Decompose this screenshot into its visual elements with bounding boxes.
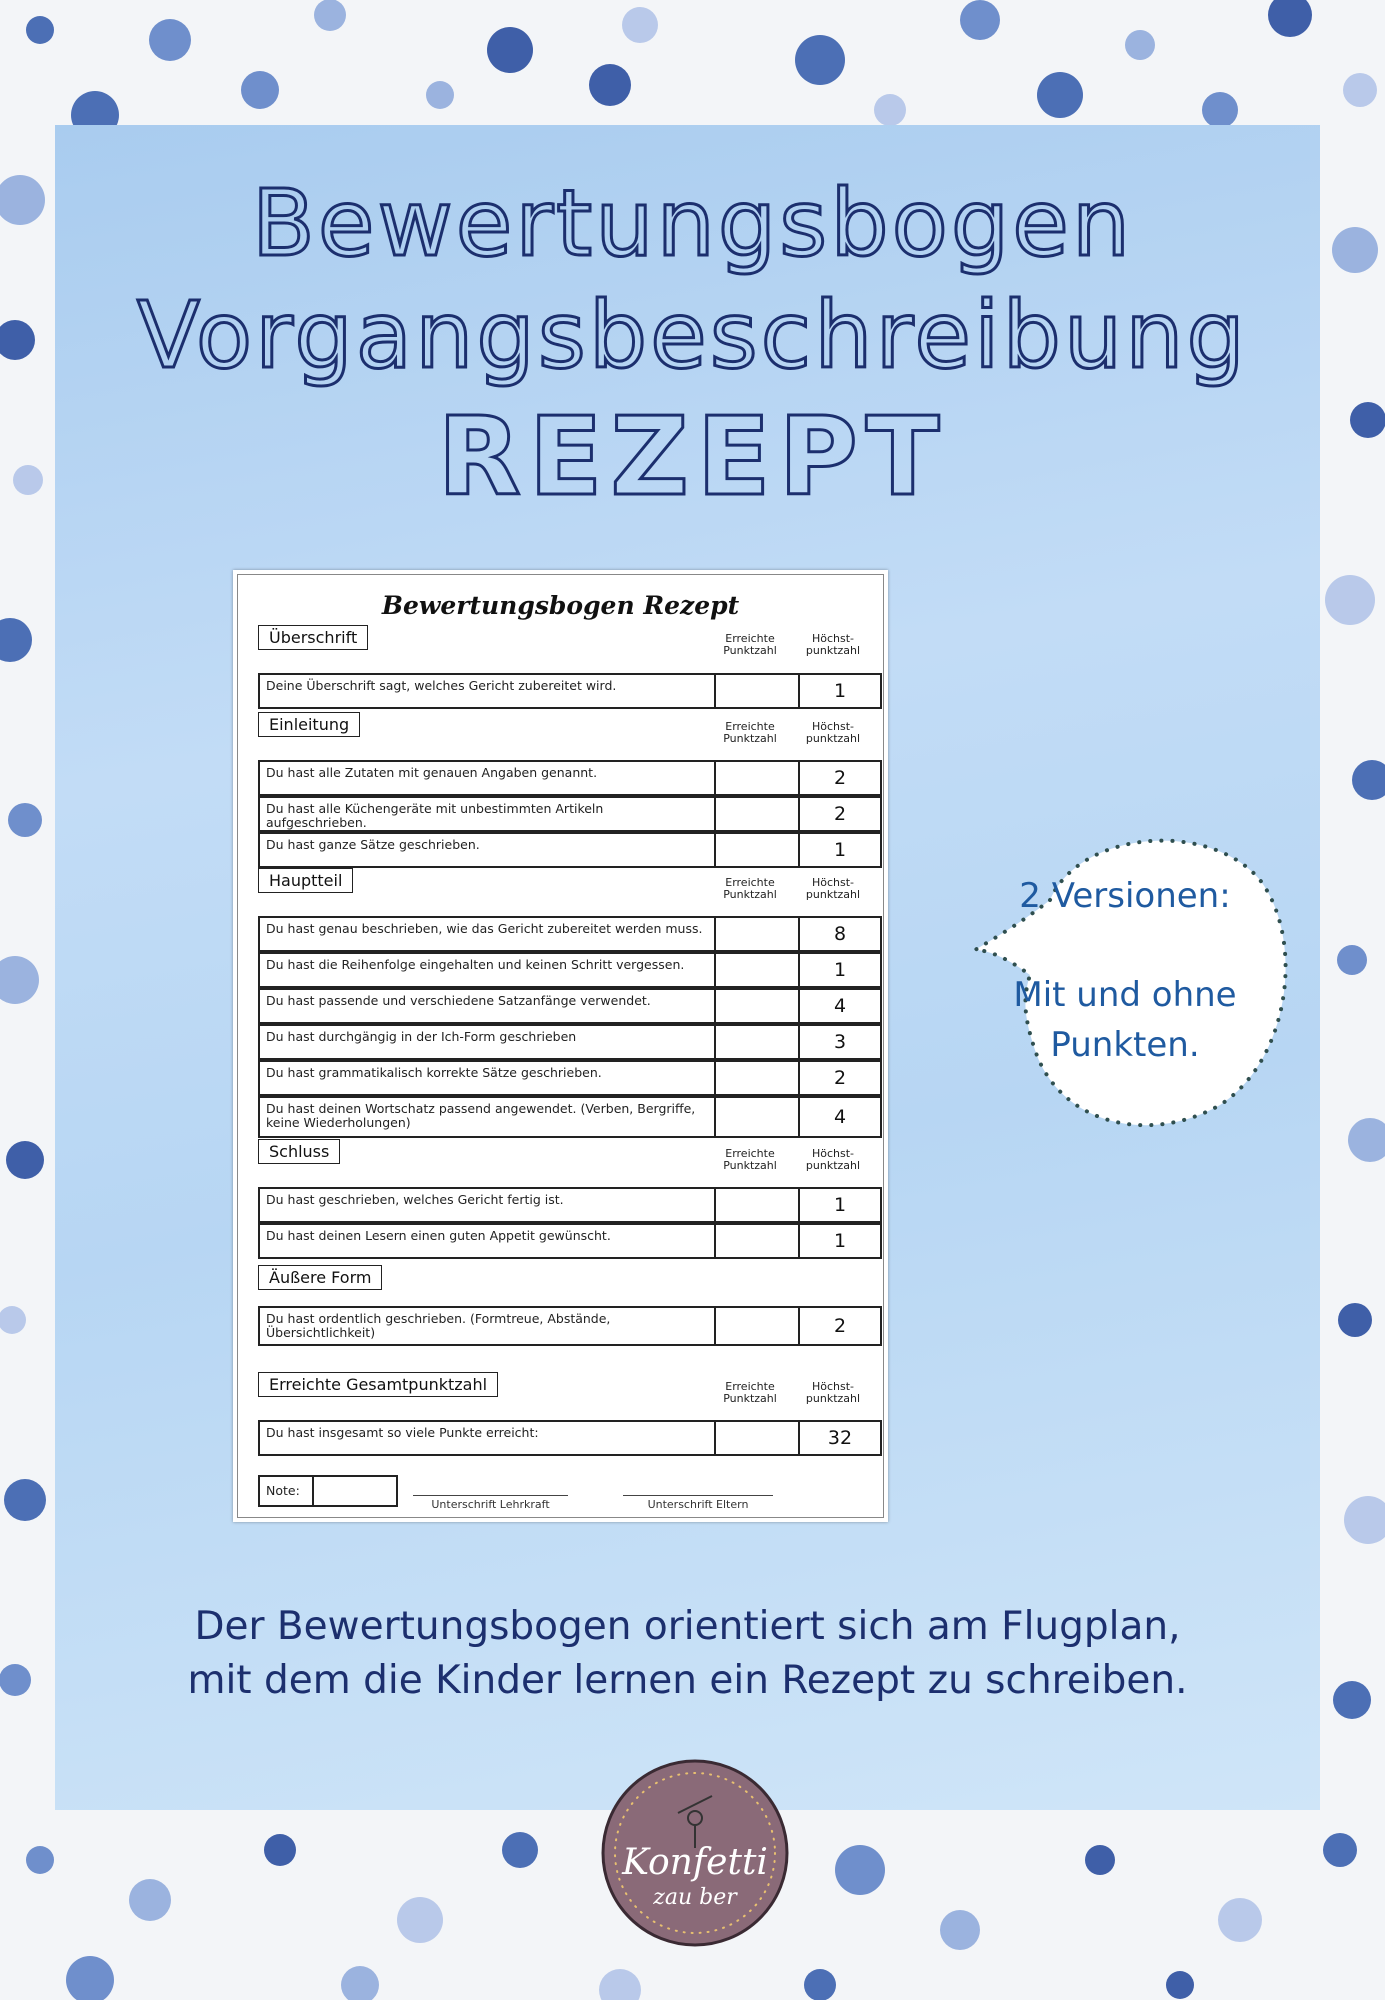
background-dot <box>502 1832 538 1868</box>
section-heading: Äußere Form <box>258 1265 382 1290</box>
reached-points-cell[interactable] <box>714 1026 800 1058</box>
max-points-cell: 2 <box>798 1062 880 1094</box>
background-dot <box>1323 1833 1357 1867</box>
background-dot <box>589 64 631 106</box>
caption-line-1: Der Bewertungsbogen orientiert sich am Flugplan, <box>194 1604 1181 1649</box>
table-row <box>258 916 882 952</box>
criterion-text: Du hast deinen Wortschatz passend angewendet. (Verben, Bergriffe, keine Wiederholungen) <box>266 1101 696 1130</box>
bubble-line-3: Punkten. <box>1050 1025 1200 1065</box>
section-heading: Überschrift <box>258 625 368 650</box>
column-header-reached: Erreichte Punktzahl <box>723 1380 777 1405</box>
logo-text-2: zau ber <box>653 1885 737 1910</box>
background-dot <box>6 1141 44 1179</box>
reached-points-cell[interactable] <box>714 1422 800 1454</box>
background-dot <box>4 1479 46 1521</box>
background-dot <box>1037 72 1083 118</box>
title-line-1: Bewertungsbogen <box>251 170 1134 277</box>
criterion-text: Du hast die Reihenfolge eingehalten und keinen Schritt vergessen. <box>266 957 685 972</box>
max-points-cell: 1 <box>798 954 880 986</box>
criterion-text: Du hast ganze Sätze geschrieben. <box>266 837 480 852</box>
table-row <box>258 1060 882 1096</box>
table-row <box>258 796 882 832</box>
max-points-cell: 1 <box>798 1225 880 1257</box>
background-dot <box>1085 1845 1115 1875</box>
reached-points-cell[interactable] <box>714 918 800 950</box>
grade-label: Note: <box>266 1483 300 1498</box>
table-row <box>258 988 882 1024</box>
title-line-3: REZEPT <box>437 395 948 520</box>
reached-points-cell[interactable] <box>714 1225 800 1257</box>
section-heading: Schluss <box>258 1139 340 1164</box>
max-points-cell: 2 <box>798 762 880 794</box>
title-line-2: Vorgangsbeschreibung <box>137 282 1248 389</box>
background-dot <box>0 956 39 1004</box>
reached-points-cell[interactable] <box>714 1062 800 1094</box>
background-dot <box>1337 945 1367 975</box>
caption-line-2: mit dem die Kinder lernen ein Rezept zu schreiben. <box>187 1658 1188 1703</box>
background-dot <box>1325 575 1375 625</box>
reached-points-cell[interactable] <box>714 990 800 1022</box>
background-dot <box>314 0 346 31</box>
max-points-cell: 8 <box>798 918 880 950</box>
section-heading: Hauptteil <box>258 868 353 893</box>
criterion-text: Du hast alle Küchengeräte mit unbestimmten Artikeln aufgeschrieben. <box>266 801 604 830</box>
background-dot <box>795 35 845 85</box>
max-points-cell: 2 <box>798 1308 880 1344</box>
background-dot <box>1333 1681 1371 1719</box>
evaluation-sheet-preview <box>233 570 888 1522</box>
background-dot <box>26 16 54 44</box>
background-dot <box>0 1664 31 1696</box>
background-dot <box>1352 760 1385 800</box>
reached-points-cell[interactable] <box>714 675 800 707</box>
reached-points-cell[interactable] <box>714 798 800 830</box>
table-row <box>258 760 882 796</box>
table-row <box>258 1223 882 1259</box>
max-points-cell: 32 <box>798 1422 880 1454</box>
criterion-text: Du hast ordentlich geschrieben. (Formtreue, Abstände, Übersichtlichkeit) <box>266 1311 611 1340</box>
background-dot <box>940 1910 980 1950</box>
background-dot <box>1166 1971 1194 1999</box>
criterion-text: Du hast deinen Lesern einen guten Appetit gewünscht. <box>266 1228 611 1243</box>
background-dot <box>1338 1303 1372 1337</box>
max-points-cell: 3 <box>798 1026 880 1058</box>
criterion-text: Du hast alle Zutaten mit genauen Angaben genannt. <box>266 765 598 780</box>
table-row <box>258 1024 882 1060</box>
background-dot <box>1343 73 1377 107</box>
background-dot <box>426 81 454 109</box>
table-row <box>258 673 882 709</box>
column-header-max: Höchst- punktzahl <box>805 720 861 745</box>
section-heading: Einleitung <box>258 712 360 737</box>
background-dot <box>264 1834 296 1866</box>
background-dot <box>66 1956 114 2000</box>
logo-text-1: Konfetti <box>622 1842 768 1883</box>
background-dot <box>0 1306 26 1334</box>
background-dot <box>1344 1496 1385 1544</box>
section-heading: Erreichte Gesamtpunktzahl <box>258 1372 498 1397</box>
grade-box <box>258 1475 398 1507</box>
background-dot <box>874 94 906 126</box>
background-dot <box>397 1897 443 1943</box>
reached-points-cell[interactable] <box>714 1308 800 1344</box>
max-points-cell: 4 <box>798 990 880 1022</box>
max-points-cell: 2 <box>798 798 880 830</box>
background-dot <box>622 7 658 43</box>
bubble-line-2: Mit und ohne <box>1013 975 1237 1015</box>
background-dot <box>341 1966 379 2000</box>
table-row <box>258 832 882 868</box>
column-header-reached: Erreichte Punktzahl <box>723 876 777 901</box>
max-points-cell: 4 <box>798 1098 880 1136</box>
sheet-frame <box>237 574 884 1518</box>
table-row <box>258 1420 882 1456</box>
background-dot <box>804 1969 836 2000</box>
column-header-max: Höchst- punktzahl <box>805 1380 861 1405</box>
reached-points-cell[interactable] <box>714 762 800 794</box>
background-dot <box>8 803 42 837</box>
signature-teacher: Unterschrift Lehrkraft <box>413 1495 568 1511</box>
background-dot <box>0 618 32 662</box>
criterion-text: Du hast passende und verschiedene Satzanfänge verwendet. <box>266 993 651 1008</box>
criterion-text: Du hast grammatikalisch korrekte Sätze geschrieben. <box>266 1065 602 1080</box>
table-row <box>258 1096 882 1138</box>
max-points-cell: 1 <box>798 1189 880 1221</box>
column-header-reached: Erreichte Punktzahl <box>723 720 777 745</box>
background-dot <box>129 1879 171 1921</box>
background-dot <box>960 0 1000 40</box>
max-points-cell: 1 <box>798 834 880 866</box>
max-points-cell: 1 <box>798 675 880 707</box>
criterion-text: Du hast geschrieben, welches Gericht fertig ist. <box>266 1192 564 1207</box>
background-dot <box>1268 0 1312 37</box>
criterion-text: Du hast genau beschrieben, wie das Gericht zubereitet werden muss. <box>266 921 703 936</box>
reached-points-cell[interactable] <box>714 834 800 866</box>
table-row <box>258 1306 882 1346</box>
background-dot <box>149 19 191 61</box>
background-dot <box>1218 1898 1262 1942</box>
criterion-text: Deine Überschrift sagt, welches Gericht zubereitet wird. <box>266 678 617 693</box>
reached-points-cell[interactable] <box>714 954 800 986</box>
background-dot <box>835 1845 885 1895</box>
column-header-max: Höchst- punktzahl <box>805 1147 861 1172</box>
column-header-max: Höchst- punktzahl <box>805 876 861 901</box>
signature-parents: Unterschrift Eltern <box>623 1495 773 1511</box>
column-header-reached: Erreichte Punktzahl <box>723 632 777 657</box>
background-dot <box>241 71 279 109</box>
column-header-reached: Erreichte Punktzahl <box>723 1147 777 1172</box>
reached-points-cell[interactable] <box>714 1098 800 1136</box>
background-dot <box>1125 30 1155 60</box>
background-dot <box>1348 1118 1385 1162</box>
criterion-text: Du hast insgesamt so viele Punkte erreicht: <box>266 1425 539 1440</box>
criterion-text: Du hast durchgängig in der Ich-Form geschrieben <box>266 1029 577 1044</box>
caption <box>55 1600 1320 1708</box>
table-row <box>258 952 882 988</box>
reached-points-cell[interactable] <box>714 1189 800 1221</box>
sheet-title: Bewertungsbogen Rezept <box>381 591 740 620</box>
grade-field[interactable] <box>312 1477 396 1505</box>
background-dot <box>599 1969 641 2000</box>
table-row <box>258 1187 882 1223</box>
column-header-max: Höchst- punktzahl <box>805 632 861 657</box>
bubble-line-1: 2 Versionen: <box>1019 876 1231 916</box>
background-dot <box>487 27 533 73</box>
background-dot <box>1202 92 1238 128</box>
background-dot <box>26 1846 54 1874</box>
